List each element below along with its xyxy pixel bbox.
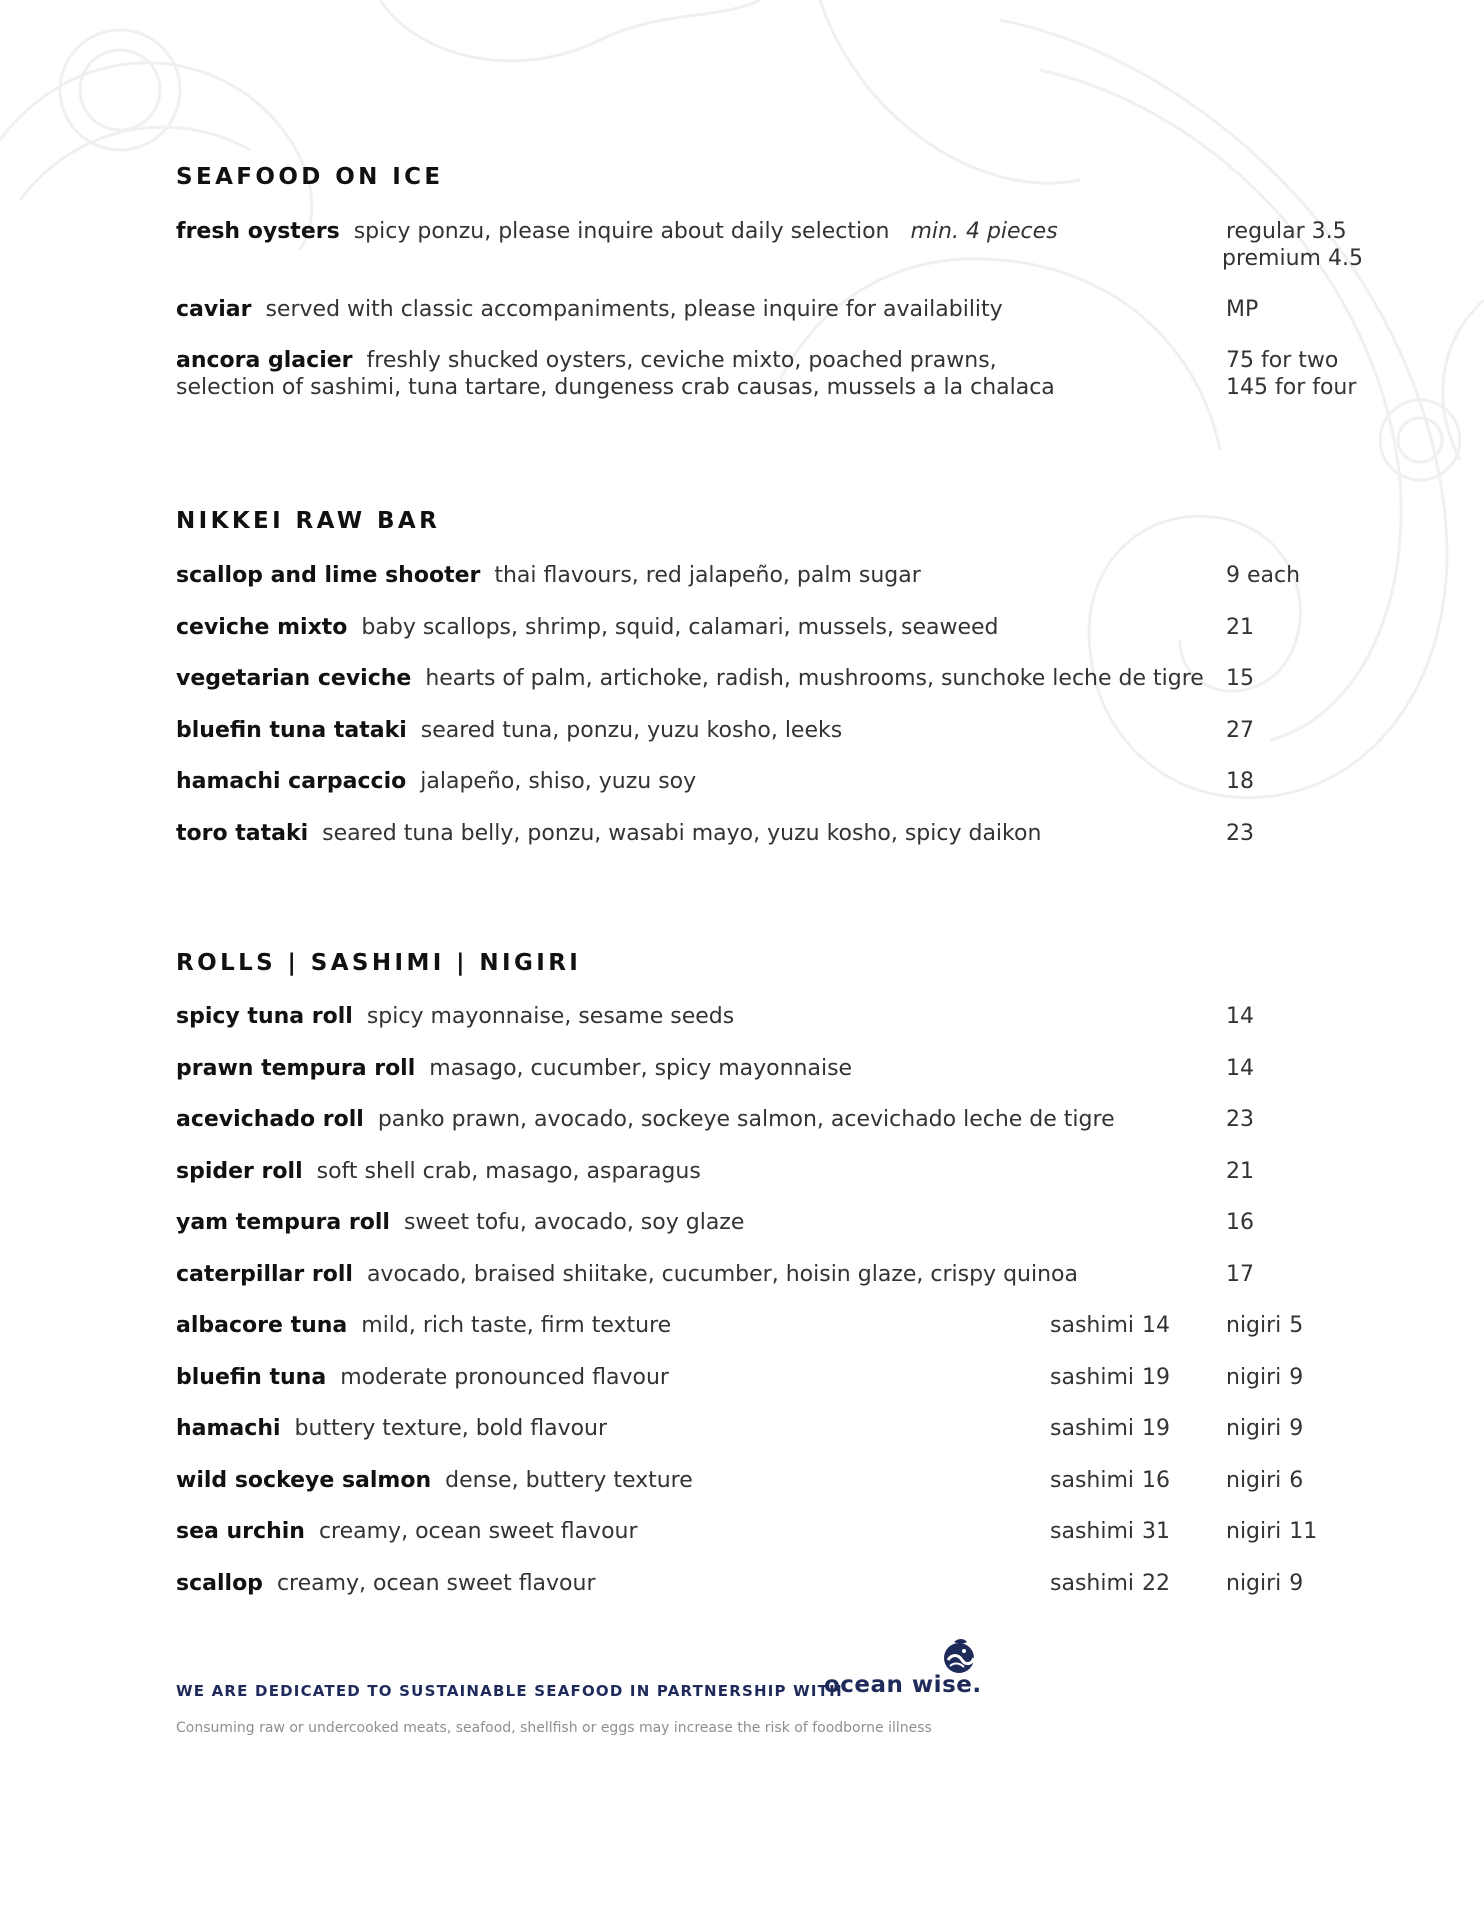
nigiri-label: nigiri xyxy=(1226,1571,1282,1596)
sashimi-value: 19 xyxy=(1142,1365,1171,1390)
sashimi-price xyxy=(1050,1415,1170,1442)
item-description: masago, cucumber, spicy mayonnaise xyxy=(429,1056,853,1081)
item-price: 15 xyxy=(1226,666,1254,691)
item-name: acevichado roll xyxy=(176,1107,364,1132)
nigiri-label: nigiri xyxy=(1226,1468,1282,1493)
nigiri-price xyxy=(1226,1518,1317,1545)
item-name: bluefin tuna tataki xyxy=(176,718,407,743)
nigiri-price xyxy=(1226,1570,1303,1597)
sashimi-value: 31 xyxy=(1142,1519,1171,1544)
sustainability-tagline: WE ARE DEDICATED TO SUSTAINABLE SEAFOOD IN PARTNERSHIP WITH xyxy=(176,1682,843,1700)
item-description: moderate pronounced flavour xyxy=(340,1365,669,1390)
nigiri-label: nigiri xyxy=(1226,1416,1282,1441)
item-name: albacore tuna xyxy=(176,1313,348,1338)
item-description-line-2: selection of sashimi, tuna tartare, dungeness crab causas, mussels a la chalaca xyxy=(176,375,1055,400)
sashimi-label: sashimi xyxy=(1050,1365,1135,1390)
item-description: creamy, ocean sweet flavour xyxy=(276,1571,596,1596)
item-description: avocado, braised shiitake, cucumber, hoisin glaze, crispy quinoa xyxy=(366,1262,1078,1287)
item-price: 23 xyxy=(1226,821,1254,846)
sashimi-label: sashimi xyxy=(1050,1416,1135,1441)
item-description: mild, rich taste, firm texture xyxy=(361,1313,672,1338)
sashimi-price xyxy=(1050,1364,1170,1391)
item-name: ceviche mixto xyxy=(176,615,348,640)
nigiri-value: 9 xyxy=(1289,1365,1304,1390)
item-description: thai flavours, red jalapeño, palm sugar xyxy=(494,563,921,588)
item-price-secondary: 145 for four xyxy=(1226,375,1357,400)
logo-wordmark: ocean wise. xyxy=(824,1672,982,1698)
nigiri-label: nigiri xyxy=(1226,1365,1282,1390)
item-name: vegetarian ceviche xyxy=(176,666,412,691)
item-price: 14 xyxy=(1226,1004,1254,1029)
fish-wave-icon xyxy=(940,1636,978,1676)
item-description: seared tuna, ponzu, yuzu kosho, leeks xyxy=(420,718,843,743)
item-name: sea urchin xyxy=(176,1519,305,1544)
item-description: spicy ponzu, please inquire about daily selection xyxy=(353,219,890,244)
item-description: freshly shucked oysters, ceviche mixto, poached prawns, xyxy=(366,348,997,373)
item-price-secondary: premium 4.5 xyxy=(1222,246,1363,271)
item-price: 23 xyxy=(1226,1107,1254,1132)
item-name: prawn tempura roll xyxy=(176,1056,416,1081)
nigiri-price xyxy=(1226,1364,1303,1391)
section-title-seafood-on-ice: SEAFOOD ON ICE xyxy=(176,164,444,190)
sashimi-price xyxy=(1050,1570,1170,1597)
item-price: regular 3.5 xyxy=(1226,219,1347,244)
item-name: spider roll xyxy=(176,1159,303,1184)
item-name: bluefin tuna xyxy=(176,1365,327,1390)
item-name: hamachi carpaccio xyxy=(176,769,407,794)
item-price: 75 for two xyxy=(1226,348,1339,373)
sashimi-value: 22 xyxy=(1142,1571,1171,1596)
item-price: 18 xyxy=(1226,769,1254,794)
item-note: min. 4 pieces xyxy=(910,219,1058,244)
sashimi-value: 14 xyxy=(1142,1313,1171,1338)
item-name: wild sockeye salmon xyxy=(176,1468,432,1493)
nigiri-label: nigiri xyxy=(1226,1519,1282,1544)
item-price: 17 xyxy=(1226,1262,1254,1287)
nigiri-price xyxy=(1226,1312,1303,1339)
sashimi-label: sashimi xyxy=(1050,1313,1135,1338)
item-price: 14 xyxy=(1226,1056,1254,1081)
item-description: sweet tofu, avocado, soy glaze xyxy=(403,1210,745,1235)
sashimi-price xyxy=(1050,1467,1170,1494)
sashimi-label: sashimi xyxy=(1050,1519,1135,1544)
sashimi-price xyxy=(1050,1518,1170,1545)
nigiri-value: 6 xyxy=(1289,1468,1304,1493)
item-price: 9 each xyxy=(1226,563,1301,588)
section-title-nikkei-raw-bar: NIKKEI RAW BAR xyxy=(176,508,441,534)
item-description: spicy mayonnaise, sesame seeds xyxy=(366,1004,735,1029)
nigiri-value: 11 xyxy=(1289,1519,1318,1544)
sashimi-value: 16 xyxy=(1142,1468,1171,1493)
item-name: hamachi xyxy=(176,1416,281,1441)
item-price: MP xyxy=(1226,297,1259,322)
item-description: jalapeño, shiso, yuzu soy xyxy=(420,769,697,794)
item-name: ancora glacier xyxy=(176,348,353,373)
item-description: soft shell crab, masago, asparagus xyxy=(316,1159,701,1184)
nigiri-value: 9 xyxy=(1289,1571,1304,1596)
section-title-rolls-sashimi-nigiri: ROLLS | SASHIMI | NIGIRI xyxy=(176,950,582,976)
nigiri-price xyxy=(1226,1467,1303,1494)
sashimi-label: sashimi xyxy=(1050,1468,1135,1493)
item-name: spicy tuna roll xyxy=(176,1004,353,1029)
nigiri-value: 5 xyxy=(1289,1313,1304,1338)
ocean-wise-logo xyxy=(824,1636,984,1706)
item-description: panko prawn, avocado, sockeye salmon, acevichado leche de tigre xyxy=(377,1107,1115,1132)
item-name: caterpillar roll xyxy=(176,1262,353,1287)
item-name: caviar xyxy=(176,297,252,322)
item-description: hearts of palm, artichoke, radish, mushrooms, sunchoke leche de tigre xyxy=(425,666,1204,691)
item-description: baby scallops, shrimp, squid, calamari, mussels, seaweed xyxy=(361,615,999,640)
nigiri-label: nigiri xyxy=(1226,1313,1282,1338)
item-name: scallop xyxy=(176,1571,263,1596)
item-description: served with classic accompaniments, please inquire for availability xyxy=(265,297,1003,322)
item-name: toro tataki xyxy=(176,821,309,846)
item-description: buttery texture, bold flavour xyxy=(294,1416,608,1441)
item-name: yam tempura roll xyxy=(176,1210,390,1235)
item-description: creamy, ocean sweet flavour xyxy=(318,1519,638,1544)
item-description: dense, buttery texture xyxy=(445,1468,693,1493)
item-price: 16 xyxy=(1226,1210,1254,1235)
item-price: 27 xyxy=(1226,718,1254,743)
item-description: seared tuna belly, ponzu, wasabi mayo, yuzu kosho, spicy daikon xyxy=(322,821,1042,846)
sashimi-label: sashimi xyxy=(1050,1571,1135,1596)
item-price: 21 xyxy=(1226,1159,1254,1184)
food-safety-disclaimer: Consuming raw or undercooked meats, seafood, shellfish or eggs may increase the risk of foodborne illness xyxy=(176,1720,932,1736)
item-name: scallop and lime shooter xyxy=(176,563,481,588)
item-name: fresh oysters xyxy=(176,219,340,244)
item-price: 21 xyxy=(1226,615,1254,640)
nigiri-price xyxy=(1226,1415,1303,1442)
sashimi-value: 19 xyxy=(1142,1416,1171,1441)
sashimi-price xyxy=(1050,1312,1170,1339)
nigiri-value: 9 xyxy=(1289,1416,1304,1441)
